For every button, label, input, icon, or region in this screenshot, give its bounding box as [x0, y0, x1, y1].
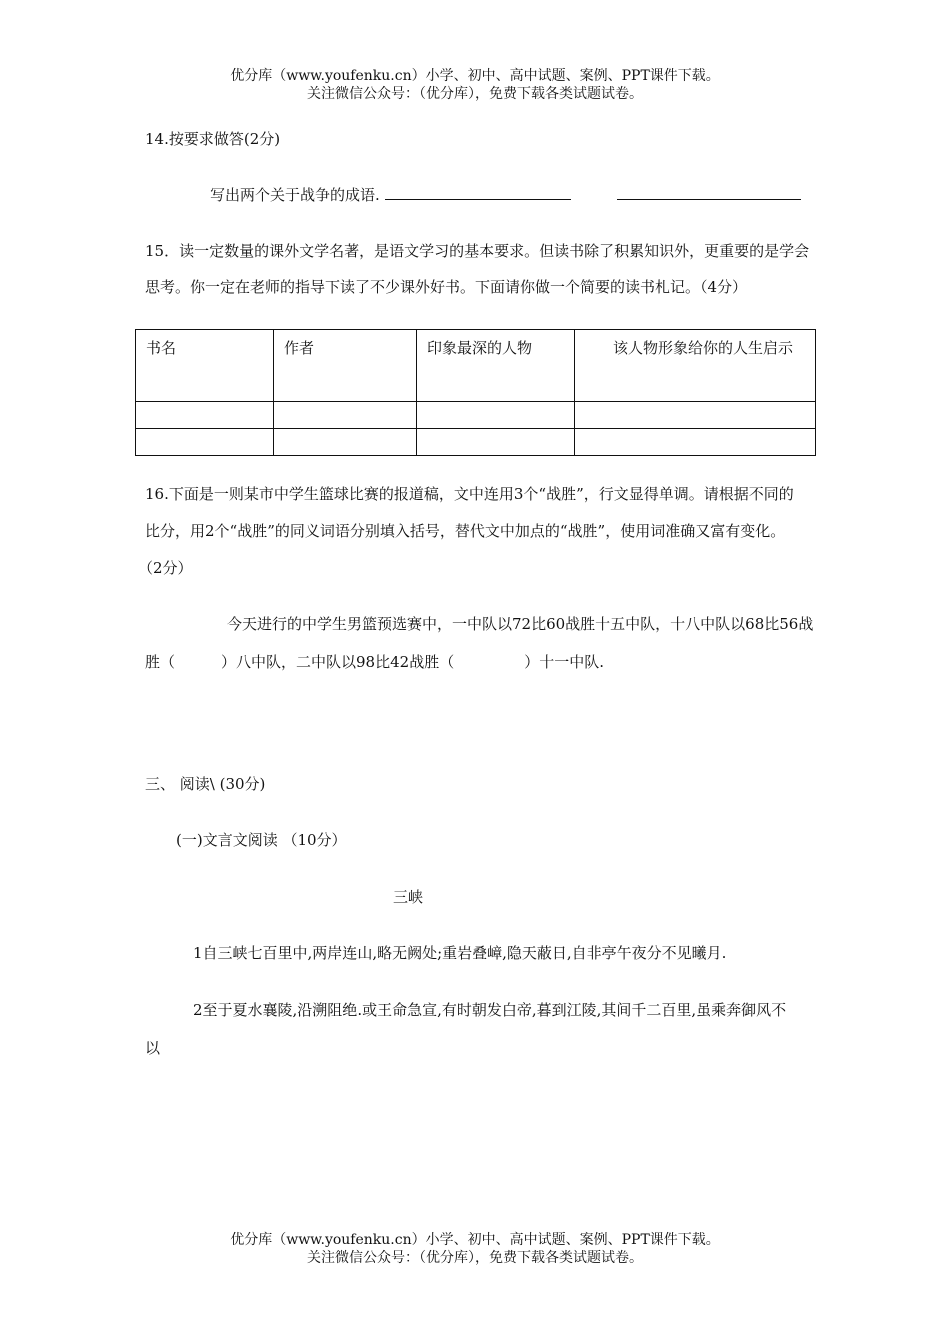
table-header-book: 书名	[136, 330, 274, 402]
reading-notes-table	[135, 329, 816, 456]
q14-answer-blank-1[interactable]	[385, 185, 571, 200]
q16-passage-line1: 今天进行的中学生男篮预选赛中，一中队以72比60战胜十五中队，十八中队以68比56战	[227, 615, 814, 633]
table-cell[interactable]	[417, 429, 575, 456]
q15-text-line1: 15．读一定数量的课外文学名著，是语文学习的基本要求。但读书除了积累知识外，更重要的是学会	[145, 242, 810, 260]
q16-passage-part-c: ）十一中队.	[524, 653, 604, 671]
table-row	[136, 402, 816, 429]
q14-prompt-row	[210, 184, 801, 205]
table-header-character: 印象最深的人物	[417, 330, 575, 402]
table-cell[interactable]	[274, 402, 417, 429]
table-header-author: 作者	[274, 330, 417, 402]
article-title: 三峡	[393, 888, 424, 906]
table-header-row	[136, 330, 816, 402]
table-cell[interactable]	[274, 429, 417, 456]
q15-text-line2: 思考。你一定在老师的指导下读了不少课外好书。下面请你做一个简要的读书札记。（4分）	[145, 278, 748, 296]
section3-title: 三、 阅读\ (30分)	[145, 775, 266, 793]
q16-passage-part-a: 胜（	[145, 653, 176, 671]
page-header-line2: 关注微信公众号：（优分库），免费下载各类试题试卷。	[307, 86, 643, 102]
table-cell[interactable]	[136, 402, 274, 429]
table-header-inspiration: 该人物形象给你的人生启示	[575, 330, 816, 402]
table-cell[interactable]	[136, 429, 274, 456]
q14-answer-blank-2[interactable]	[617, 185, 801, 200]
q16-passage-line2	[145, 651, 604, 672]
q14-prompt: 写出两个关于战争的成语.	[210, 186, 380, 204]
q16-text-line2: 比分，用2个“战胜”的同义词语分别填入括号，替代文中加点的“战胜”，使用词准确又富有变化。	[145, 522, 786, 540]
article-paragraph-2-line1: 2至于夏水襄陵,沿溯阻绝.或王命急宣,有时朝发白帝,暮到江陵,其间千二百里,虽乘奔御风不	[193, 1001, 787, 1019]
table-row	[136, 429, 816, 456]
article-paragraph-2-line2: 以	[145, 1039, 161, 1057]
page-footer-line1: 优分库（www.youfenku.cn）小学、初中、高中试题、案例、PPT课件下载。	[230, 1232, 720, 1248]
q14-title: 14.按要求做答(2分)	[145, 130, 281, 148]
page-footer-line2: 关注微信公众号：（优分库），免费下载各类试题试卷。	[307, 1250, 643, 1266]
table-cell[interactable]	[417, 402, 575, 429]
q16-passage-part-b: ）八中队，二中队以98比42战胜（	[221, 653, 455, 671]
q16-text-line1: 16.下面是一则某市中学生篮球比赛的报道稿，文中连用3个“战胜”，行文显得单调。请根据不同的	[145, 485, 794, 503]
q16-points: （2分）	[138, 559, 193, 577]
page-header-line1: 优分库（www.youfenku.cn）小学、初中、高中试题、案例、PPT课件下载。	[230, 68, 720, 84]
section3-subsection: (一)文言文阅读 （10分）	[176, 831, 347, 849]
table-cell[interactable]	[575, 429, 816, 456]
article-paragraph-1: 1自三峡七百里中,两岸连山,略无阙处;重岩叠嶂,隐天蔽日,自非亭午夜分不见曦月.	[193, 944, 727, 962]
table-cell[interactable]	[575, 402, 816, 429]
